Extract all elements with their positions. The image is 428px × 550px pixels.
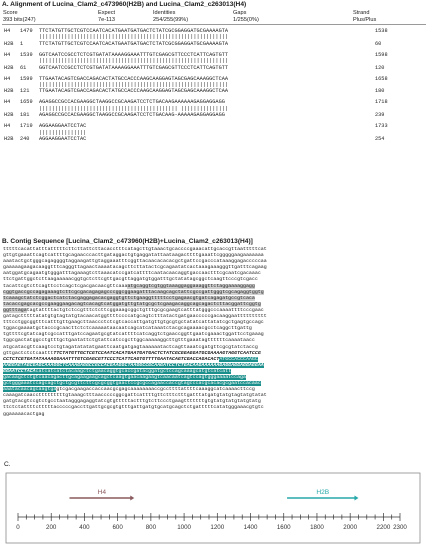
contig-segment: ttctgattggctcttaagaaaaacggtgctcttcgttgacgttaggatgtggatttgctatatagcggctcaagttcccgtcgacc: [3, 277, 258, 283]
contig-segment: atgcatacgttcaagtcctgtagatatatatgaattcaatgatgagtaaaaaatactcagttaaatcgatgttcgcgtatctaccg: [3, 344, 258, 350]
query-start: 1719: [20, 123, 33, 130]
query-end: 1718: [375, 99, 388, 106]
axis-tick-label: 200: [46, 524, 57, 531]
contig-segment: gaaaaagaagacaaggtttcagggttagaactaaaatacagcttcttatactcgcagaatatcactaaagaaagggttgatttcagaag: [3, 265, 267, 271]
subject-label: H2B: [4, 64, 14, 71]
gene-map: [0, 471, 428, 550]
query-label: H4: [4, 75, 11, 82]
contig-segment: CCTCTCGTGATATAAAAGGAAATTTGTCGAGCGTTCCCTCATTCAGTGTTTTGAATACAGTCGACCAGACACT: [3, 356, 220, 362]
contig-segment: tttttcacattatttatttttcttcttattcttacacctttcatagcttgtaaactgcaccccgaaacattgcaccgttaatttttcat: [3, 247, 267, 252]
subject-end: 120: [375, 64, 385, 71]
subject-end: 60: [375, 40, 382, 47]
subject-row: [4, 65, 428, 71]
section-a-title: A. Alignment of Lucina_Clam2_c473960(H2B) and Lucina_Clam2_c263013(H4): [2, 1, 247, 8]
subject-end: 180: [375, 88, 385, 95]
match-bars: ||||||||||||||||||||||||||||||||||||||||||||||||||||||||||||: [39, 34, 229, 41]
subject-end: 254: [375, 136, 385, 143]
query-start: 1599: [20, 75, 33, 82]
contig-segment: atgcaggtcgtggtaaaggaggaaaggttctaggaaaaggagg: [127, 283, 255, 289]
query-label: H4: [4, 99, 11, 106]
contig-segment: gatagctttttatatgtgtagtatgtacaacatggttttccccatgcagtctttatactgatgaacccccgacaaggaatttttttttt: [3, 314, 267, 320]
subject-seq: AGGAAGGAATCCTAC: [39, 136, 87, 143]
contig-segment: gctgggaaatccagcagctgctgcgttcttcgcgcggtgaactccgcgccagaaccaccgtagcccacgcacacgcgaatccacaac: [3, 381, 261, 387]
axis-tick-label: 1000: [177, 524, 191, 531]
value-score: 393 bits(247): [3, 17, 36, 23]
axis-tick-label: 2000: [343, 524, 358, 531]
subject-row: [4, 88, 428, 94]
contig-segment: catcatcatctacaagctctgaacaggtgcaccgatacggatgctccagcaaagcatgtcatcatt: [35, 368, 232, 374]
subject-label: H2B: [4, 112, 14, 119]
header-divider: [2, 24, 426, 25]
contig-segment: tggacgaaaatgctacccgcaacttctctcaaaaataacaatcagcatcataaatctacgcagaaaacgcctcaggcttgattg: [3, 326, 252, 332]
gene-label-h2b: H2B: [316, 489, 330, 496]
alignment-header-values: [0, 17, 428, 24]
value-expect: 7e-113: [98, 17, 116, 23]
contig-segment: aatggatgcagaatgtgggatttagaaagtcttaaacatccgatcattttcaatacaacaggtgaccaactttcgcaatcgacaaac: [3, 271, 261, 277]
subject-start: 61: [20, 64, 27, 71]
contig-segment: tagtattttactgtctccgtttctcttcggaaagcggctgtttgcgcgaagtcatttatgggcccaaaattttcccgaac: [26, 307, 264, 313]
axis-tick-label: 1600: [276, 524, 291, 531]
axis-tick-label: 800: [145, 524, 157, 531]
query-end: 1658: [375, 75, 388, 82]
subject-start: 240: [20, 136, 30, 143]
contig-segment: gtcgacgaagaccaccaacgcgagcaaaaaaaaccgccttttattttcaaaggcatcaaaacttccg: [56, 387, 255, 393]
contig-segment: ggaaaaacactgag: [3, 411, 45, 417]
axis-tick-label: 400: [79, 524, 90, 531]
section-b-title: B. Contig Sequence [Lucina_Clam2_c473960(H2B)+Lucina_Clam2_c263013(H4)]: [2, 238, 253, 245]
axis-tick-label: 1400: [243, 524, 258, 531]
subject-row: [4, 41, 428, 47]
contig-segment: gatgtacgtccgtctgcctaatagggagaggtatcgtgtttttactttgtcttccctgaagtttttttgtgtatgtatgtatgtatg: [3, 399, 261, 405]
section-c: [0, 460, 428, 531]
subject-label: H2B: [4, 136, 14, 143]
alignment-header-labels: [0, 10, 428, 17]
alignment-block: [4, 28, 428, 47]
match-bars: ||||||||||||||||||||||||||||||||||||||||||||||||||||||||||||: [39, 58, 229, 65]
contig-segment: ATGCCACCCAAGC: [219, 356, 258, 362]
subject-label: H2B: [4, 40, 14, 47]
header-strand: Strand: [353, 10, 370, 16]
alignment-block: [4, 99, 428, 118]
query-seq: TTCTATGTTGCTCGTCCAATCACATGAATGATGACTCTATCGCGGAGGATGCGAAAAGTA: [39, 28, 229, 34]
contig-segment: tggcgactatggcctgtttgctgaatattctgtattcatccgcttggcaaaaaggcttgtttgaaatagttttttcaaaataacc: [3, 338, 255, 344]
value-strand: Plus/Plus: [353, 17, 377, 23]
query-end: 1733: [375, 123, 388, 130]
value-gaps: 1/255(0%): [233, 17, 259, 23]
alignment-block: [4, 76, 428, 95]
subject-seq: GGTCAATCCGCCTCTCGTGATATAAAAGGAAATTTGTCGAGCGTTCCCTCATTCAGTGTT: [39, 64, 229, 71]
subject-row: [4, 112, 428, 118]
query-start: 1479: [20, 28, 33, 34]
subject-label: H2B: [4, 88, 14, 95]
section-c-title: C.: [4, 461, 11, 468]
match-bars: ||||||||||||||||||||||||||||||||||||||||||||||||||||||||||||: [39, 82, 229, 89]
contig-segment: gacaagctctgtcaacagacttgcagaagaagcagctcaagtgaacaagaagtcaacaatcagtccagtgggaaaatccaga: [3, 374, 246, 380]
contig-segment: tgttttcgtatcagtcgccatttgatccagaatgcgtatcattttcatcaggtctgaaccggttgaatcgaaactggattcctgaaag: [3, 332, 264, 338]
subject-seq: AGAGGCCGCCACGAAGGCTAAGGCCGCAAGATCCTCTGACAAG-AAAAAGAGGAGGAGG: [39, 112, 225, 119]
contig-segment: gttgactctctcaattt: [3, 350, 54, 356]
contig-segment: tacattcgtcttcagttcctcagctcgacgacaacgttcaaa: [3, 283, 128, 289]
contig-segment: gttgtgaaattcagtcattttgcagaacccacttgataggactgtgaggatattaataagacttttgaaattcgggggaagaaaaaaa: [3, 253, 264, 259]
section-b: [0, 237, 428, 418]
query-seq: AGGAAGGAATCCTAC: [39, 123, 87, 130]
contig-segment: AAGGAGTAGCGAGCAAAGGCTCAAAGAGGCCGCCACGAAGGCTAAGGCCGCAAGATCCTCTGACAAGAAAAAAGAGGAGGAGGAGGAA: [3, 362, 264, 368]
match-bars: |||||||||||||||: [39, 129, 87, 136]
contig-segment: tacaccgagcacgccgaaggaagacagtcacagtcatggatgttgtatgcgctcgaagacaggcagcagactcttacggattcggtg: [3, 301, 261, 307]
subject-seq: TTGAATACAGTCGACCAGACACTATGCCACCCAAGCAAGGAGTAGCGAGCAAAGGCTCAA: [39, 88, 229, 95]
query-start: 1539: [20, 51, 33, 58]
value-identities: 254/255(99%): [153, 17, 189, 23]
axis-tick-label: 2300: [393, 524, 407, 531]
contig-segment: caaagatcaacctttttttttgtaaagctttaacccccggcgattcattttgttctttctttgatttatgatgtatgtagtatgtatat: [3, 393, 267, 399]
contig-segment: ggtttaga: [3, 307, 27, 313]
contig-segment: aaatactgctgggcagaggggtaggaagattgtaggaaatttcggttacaacacacacgctgattccgacccataaaggagacccccaa: [3, 259, 267, 265]
axis-tick-label: 600: [112, 524, 123, 531]
axis-tick-label: 0: [16, 524, 20, 531]
header-gaps: Gaps: [233, 10, 247, 16]
query-label: H4: [4, 28, 11, 34]
query-seq: TTGAATACAGTCGACCAGACACTATGCCACCCAAGCAAGGAGTAGCGAGCAAAGGCTCAA: [39, 75, 229, 82]
subject-start: 1: [20, 40, 24, 47]
gene-label-h4: H4: [97, 489, 107, 496]
header-identities: Identities: [153, 10, 176, 16]
query-label: H4: [4, 51, 11, 58]
subject-end: 239: [375, 112, 385, 119]
axis-tick-label: 1800: [310, 524, 324, 531]
alignment-block: [4, 52, 428, 71]
contig-segment: GGAATCCTACA: [3, 368, 36, 374]
query-end: 1598: [375, 51, 388, 58]
query-end: 1538: [375, 28, 388, 34]
contig-line: [3, 412, 426, 418]
subject-start: 181: [20, 112, 30, 119]
map-frame: [6, 473, 420, 543]
query-start: 1659: [20, 99, 33, 106]
subject-row: [4, 136, 428, 142]
contig-segment: tcaaagctatctcggactcatctacgaggagacacgaggtgttctgaaggtttttcctgagaacgtgatcagagatgccgtcaca: [3, 295, 255, 301]
contig-sequence: [0, 247, 426, 418]
subject-start: 121: [20, 88, 30, 95]
axis-tick-label: 2200: [376, 524, 391, 531]
contig-segment: aaatacaacagcaagtga: [3, 387, 57, 393]
query-seq: GGTCAATCCGCCTCTCGTGATATAAAAGGAAATTTGTCGAGCGTTCCCTCATTCAGTGTT: [39, 51, 229, 58]
contig-segment: tttcctggcggtttcatttgttgaagcttaaccctctcgtcaccattgatgttgtgcgtgctatatcattatatcgctgagtgccagc: [3, 320, 264, 326]
contig-segment: TTCTATGTTGCTCGTCCAATCACATGAATGATGACTCTATCGCGGAGGATGCGAAAAGTAGGTCAATCCG: [53, 350, 261, 356]
header-expect: Expect: [98, 10, 116, 16]
header-score: Score: [3, 10, 18, 16]
section-a: [0, 0, 428, 142]
axis-tick-label: 1200: [210, 524, 225, 531]
match-bars: |||||||||||||||||||||||||||||||||||||||||||| |||||||||||||||: [39, 105, 229, 112]
alignment-block: [4, 123, 428, 142]
query-label: H4: [4, 123, 11, 130]
query-seq: AGAGGCCGCCACGAAGGCTAAGGCCGCAAGATCCTCTGACAAGAAAAAAGAGGAGGAGG: [39, 99, 225, 106]
contig-segment: ttctctattttctttttacccccgaccttgattgcgcgtgtttgattgatgtgcatgcagctctgatttttcatatgggaaacgtgtc: [3, 405, 264, 411]
alignment-blocks: [0, 28, 428, 142]
contig-segment: cggtgaccgccagagaaagtcttcgcgacagagagcccggcggaagatttacaagcagctattcgccgattgggtcgcagaggtggtg: [3, 289, 264, 295]
subject-seq: TTCTATGTTGCTCGTCCAATCACATGAATGATGACTCTATCGCGGAGGATGCGAAAAGTA: [39, 40, 229, 47]
